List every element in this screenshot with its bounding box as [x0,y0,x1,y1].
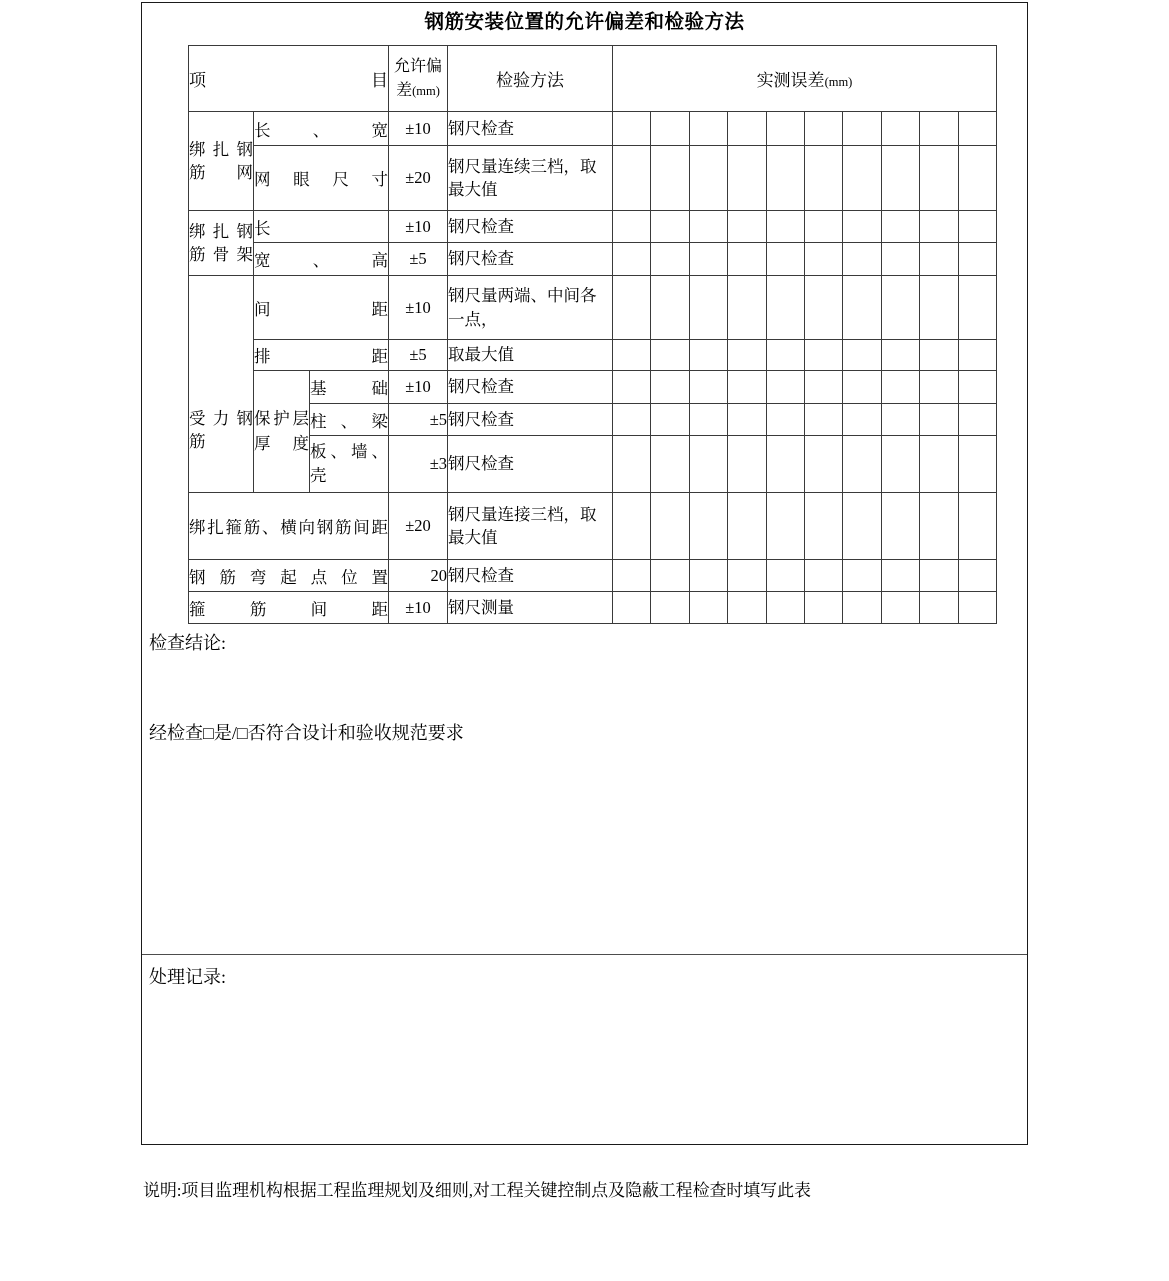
measurement-cell[interactable] [958,592,996,624]
measurement-cell[interactable] [766,404,804,436]
row-method: 钢尺检查 [448,112,613,146]
table-row [189,112,997,146]
row-group-label: 箍筋间距 [189,592,389,624]
table-row [189,243,997,276]
measurement-cell[interactable] [920,112,958,146]
header-measured-label: 实测误差 [756,71,825,90]
measurement-cell[interactable] [689,211,727,243]
measurement-cell[interactable] [613,592,651,624]
measurement-cell[interactable] [958,340,996,371]
row-sub-label: 保护层厚度 [254,371,310,493]
record-title: 处理记录: [149,967,227,987]
row-tolerance: ±20 [389,146,448,211]
measurement-cell[interactable] [689,146,727,211]
measurement-cell[interactable] [728,371,766,404]
row-group-label: 绑扎钢筋骨架 [189,211,254,276]
conclusion-title: 检查结论: [149,633,227,653]
measurement-cell[interactable] [728,560,766,592]
measurement-cell[interactable] [881,493,919,560]
measurement-cell[interactable] [766,493,804,560]
measurement-cell[interactable] [613,340,651,371]
row-tolerance: ±10 [389,371,448,404]
measurement-cell[interactable] [881,340,919,371]
row-method: 钢尺检查 [448,243,613,276]
table-row [189,436,997,493]
handling-record-section [142,957,1027,1144]
header-method: 检验方法 [448,46,613,112]
measurement-cell[interactable] [881,146,919,211]
row-method: 钢尺检查 [448,436,613,493]
measurement-cell[interactable] [651,592,689,624]
header-tolerance [389,46,448,112]
measurement-cell[interactable] [651,276,689,340]
measurement-cell[interactable] [651,211,689,243]
measurement-cell[interactable] [689,436,727,493]
row-sub-label: 排 距 [254,340,389,371]
row-sub-label: 长、宽 [254,112,389,146]
deviation-inspection-table [188,45,997,624]
measurement-cell[interactable] [920,243,958,276]
row-tolerance: ±10 [389,276,448,340]
measurement-cell[interactable] [804,436,842,493]
table-row [189,211,997,243]
measurement-cell[interactable] [651,243,689,276]
measurement-cell[interactable] [804,112,842,146]
conclusion-statement[interactable]: 经检查□是/□否符合设计和验收规范要求 [149,723,464,743]
measurement-cell[interactable] [766,146,804,211]
inspection-conclusion-section [142,623,1027,955]
measurement-cell[interactable] [843,371,881,404]
measurement-cell[interactable] [689,371,727,404]
row-method: 钢尺检查 [448,560,613,592]
measurement-cell[interactable] [651,146,689,211]
measurement-cell[interactable] [920,493,958,560]
row-sub2-label: 板、墙、壳 [310,436,389,493]
row-tolerance: ±20 [389,493,448,560]
measurement-cell[interactable] [766,340,804,371]
measurement-cell[interactable] [843,436,881,493]
measurement-cell[interactable] [881,560,919,592]
measurement-cell[interactable] [920,211,958,243]
measurement-cell[interactable] [613,243,651,276]
measurement-cell[interactable] [958,146,996,211]
table-row [189,146,997,211]
table-row [189,276,997,340]
measurement-cell[interactable] [804,371,842,404]
header-measured [613,46,997,112]
row-method: 取最大值 [448,340,613,371]
row-tolerance: 20 [389,560,448,592]
measurement-cell[interactable] [651,404,689,436]
measurement-cell[interactable] [728,493,766,560]
measurement-cell[interactable] [804,404,842,436]
measurement-cell[interactable] [613,560,651,592]
row-method: 钢尺量连续三档，取最大值 [448,146,613,211]
measurement-cell[interactable] [804,243,842,276]
measurement-cell[interactable] [843,592,881,624]
measurement-cell[interactable] [881,436,919,493]
measurement-cell[interactable] [920,371,958,404]
row-group-label: 绑扎钢筋网 [189,112,254,211]
measurement-cell[interactable] [804,276,842,340]
measurement-cell[interactable] [958,211,996,243]
measurement-cell[interactable] [613,276,651,340]
measurement-cell[interactable] [613,371,651,404]
table-header-row [189,46,997,112]
measurement-cell[interactable] [920,592,958,624]
table-row [189,340,997,371]
row-method: 钢尺检查 [448,404,613,436]
row-sub-label: 网眼尺寸 [254,146,389,211]
measurement-cell[interactable] [728,211,766,243]
measurement-cell[interactable] [728,436,766,493]
row-sub2-label: 柱、梁 [310,404,389,436]
row-sub-label: 宽、高 [254,243,389,276]
measurement-cell[interactable] [766,211,804,243]
row-group-label: 绑扎箍筋、横向钢筋间距 [189,493,389,560]
measurement-cell[interactable] [766,371,804,404]
measurement-cell[interactable] [881,371,919,404]
measurement-cell[interactable] [689,243,727,276]
measurement-cell[interactable] [689,112,727,146]
measurement-cell[interactable] [920,560,958,592]
measurement-cell[interactable] [766,592,804,624]
row-group-label: 钢筋弯起点位置 [189,560,389,592]
row-method: 钢尺测量 [448,592,613,624]
measurement-cell[interactable] [613,211,651,243]
measurement-cell[interactable] [728,276,766,340]
row-tolerance: ±5 [389,243,448,276]
measurement-cell[interactable] [881,592,919,624]
measurement-cell[interactable] [958,493,996,560]
measurement-cell[interactable] [613,146,651,211]
measurement-cell[interactable] [958,371,996,404]
table-row [189,371,997,404]
row-tolerance: ±10 [389,211,448,243]
measurement-cell[interactable] [728,592,766,624]
row-method: 钢尺量连接三档，取最大值 [448,493,613,560]
measurement-cell[interactable] [766,436,804,493]
measurement-cell[interactable] [689,592,727,624]
measurement-cell[interactable] [728,340,766,371]
row-tolerance: ±5 [389,340,448,371]
row-sub2-label: 基 础 [310,371,389,404]
measurement-cell[interactable] [843,560,881,592]
header-item: 项 目 [189,46,389,112]
table-row [189,404,997,436]
measurement-cell[interactable] [728,243,766,276]
measurement-cell[interactable] [689,276,727,340]
measurement-cell[interactable] [843,340,881,371]
row-tolerance: ±3 [389,436,448,493]
measurement-cell[interactable] [881,276,919,340]
measurement-cell[interactable] [804,493,842,560]
measurement-cell[interactable] [881,243,919,276]
measurement-cell[interactable] [920,436,958,493]
footer-note: 说明:项目监理机构根据工程监理规划及细则,对工程关键控制点及隐蔽工程检查时填写此表 [143,1181,811,1200]
measurement-cell[interactable] [881,211,919,243]
measurement-cell[interactable] [651,371,689,404]
measurement-cell[interactable] [958,560,996,592]
table-row [189,560,997,592]
page-title: 钢筋安装位置的允许偏差和检验方法 [424,12,745,33]
measurement-cell[interactable] [958,276,996,340]
measurement-cell[interactable] [728,112,766,146]
measurement-cell[interactable] [920,276,958,340]
measurement-cell[interactable] [766,560,804,592]
measurement-cell[interactable] [651,436,689,493]
measurement-cell[interactable] [613,436,651,493]
measurement-cell[interactable] [958,404,996,436]
measurement-cell[interactable] [689,340,727,371]
header-tolerance-line1: 允许偏 [393,58,442,76]
measurement-cell[interactable] [766,243,804,276]
table-row [189,493,997,560]
measurement-cell[interactable] [958,112,996,146]
measurement-cell[interactable] [843,146,881,211]
measurement-cell[interactable] [728,404,766,436]
measurement-cell[interactable] [920,146,958,211]
row-tolerance: ±10 [389,112,448,146]
header-measured-unit: (mm) [824,75,853,89]
header-tolerance-line2: 差 [396,81,413,99]
measurement-cell[interactable] [689,493,727,560]
row-sub-label: 长 [254,211,389,243]
measurement-cell[interactable] [613,493,651,560]
measurement-cell[interactable] [613,404,651,436]
measurement-cell[interactable] [651,112,689,146]
measurement-cell[interactable] [843,112,881,146]
measurement-cell[interactable] [843,404,881,436]
measurement-cell[interactable] [958,436,996,493]
measurement-cell[interactable] [920,340,958,371]
row-group-label: 受力钢筋 [189,276,254,493]
measurement-cell[interactable] [804,340,842,371]
measurement-cell[interactable] [920,404,958,436]
measurement-cell[interactable] [804,211,842,243]
row-sub-label: 间 距 [254,276,389,340]
measurement-cell[interactable] [804,146,842,211]
measurement-cell[interactable] [689,404,727,436]
measurement-cell[interactable] [804,560,842,592]
measurement-cell[interactable] [651,493,689,560]
measurement-cell[interactable] [766,276,804,340]
row-method: 钢尺量两端、中间各一点， [448,276,613,340]
measurement-cell[interactable] [804,592,842,624]
measurement-cell[interactable] [651,560,689,592]
row-tolerance: ±10 [389,592,448,624]
header-tolerance-unit: (mm) [412,83,440,98]
measurement-cell[interactable] [843,493,881,560]
measurement-cell[interactable] [958,243,996,276]
measurement-cell[interactable] [843,211,881,243]
measurement-cell[interactable] [689,560,727,592]
table-row [189,592,997,624]
row-tolerance: ±5 [389,404,448,436]
measurement-cell[interactable] [881,112,919,146]
row-method: 钢尺检查 [448,211,613,243]
measurement-cell[interactable] [651,340,689,371]
measurement-cell[interactable] [843,276,881,340]
measurement-cell[interactable] [881,404,919,436]
measurement-cell[interactable] [728,146,766,211]
measurement-cell[interactable] [613,112,651,146]
measurement-cell[interactable] [843,243,881,276]
row-method: 钢尺检查 [448,371,613,404]
measurement-cell[interactable] [766,112,804,146]
